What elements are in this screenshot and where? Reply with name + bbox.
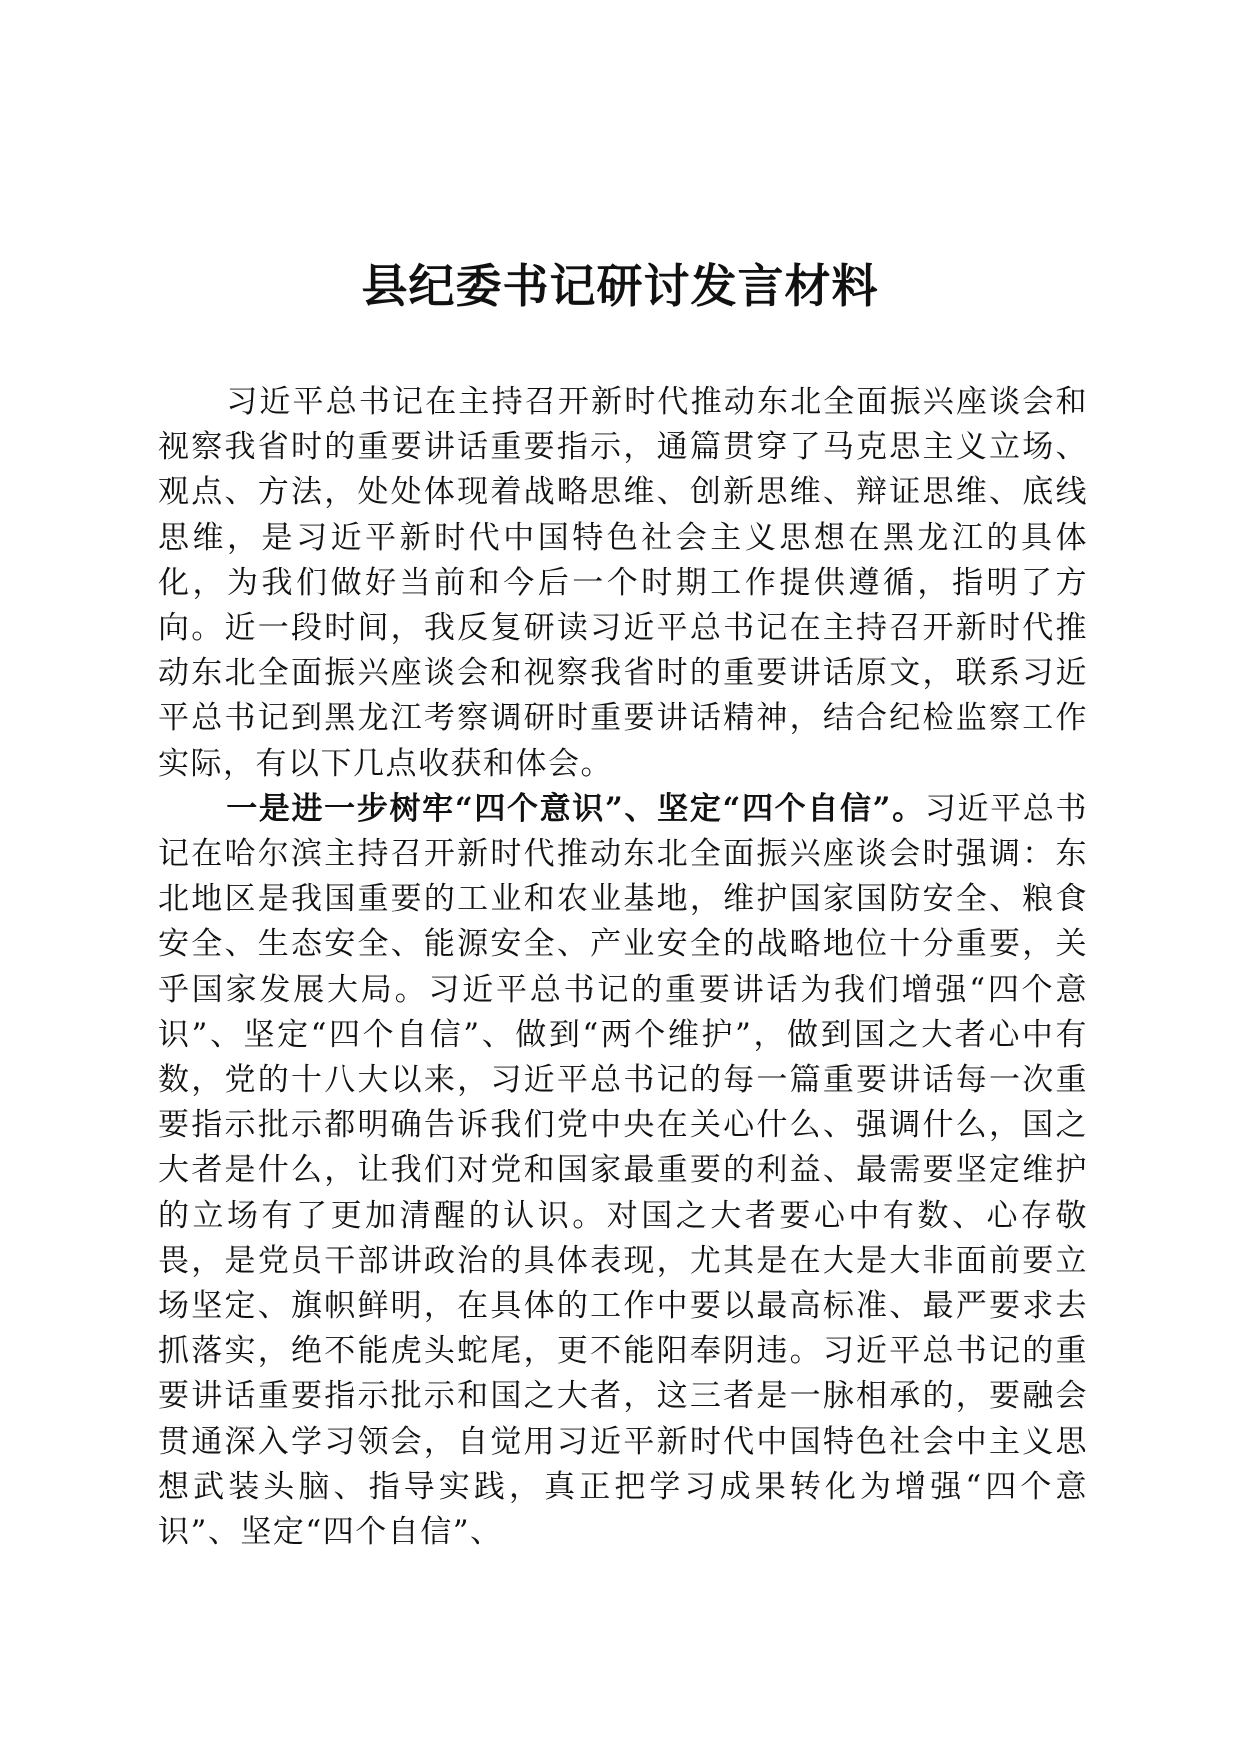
document-body [158, 380, 1088, 1555]
paragraph-intro [158, 380, 1088, 787]
document-title: 县纪委书记研讨发言材料 [361, 259, 879, 313]
paragraph-point-one-text: 习近平总书记在哈尔滨主持召开新时代推动东北全面振兴座谈会时强调：东北地区是我国重要的工业和农业基地，维护国家国防安全、粮食安全、生态安全、能源安全、产业安全的战略地位十分重要，关乎国家发展大局。习近平总书记的重要讲话为我们增强“四个意识”、坚定“四个自信”、做到“两个维护”，做到国之大者心中有数，党的十八大以来，习近平总书记的每一篇重要讲话每一次重要指示批示都明确告诉我们党中央在关心什么、强调什么，国之大者是什么，让我们对党和国家最重要的利益、最需要坚定维护的立场有了更加清醒的认识。对国之大者要心中有数、心存敬畏，是党员干部讲政治的具体表现，尤其是在大是大非面前要立场坚定、旗帜鲜明，在具体的工作中要以最高标准、最严要求去抓落实，绝不能虎头蛇尾，更不能阳奉阴违。习近平总书记的重要讲话重要指示批示和国之大者，这三者是一脉相承的，要融会贯通深入学习领会，自觉用习近平新时代中国特色社会中主义思想武装头脑、指导实践，真正把学习成果转化为增强“四个意识”、坚定“四个自信”、 [158, 790, 1089, 1551]
paragraph-point-one [158, 787, 1088, 1555]
paragraph-point-one-heading: 一是进一步树牢“四个意识”、坚定“四个自信”。 [226, 790, 925, 827]
paragraph-intro-text: 习近平总书记在主持召开新时代推动东北全面振兴座谈会和视察我省时的重要讲话重要指示，通篇贯穿了马克思主义立场、观点、方法，处处体现着战略思维、创新思维、辩证思维、底线思维，是习近平新时代中国特色社会主义思想在黑龙江的具体化，为我们做好当前和今后一个时期工作提供遵循，指明了方向。近一段时间，我反复研读习近平总书记在主持召开新时代推动东北全面振兴座谈会和视察我省时的重要讲话原文，联系习近平总书记到黑龙江考察调研时重要讲话精神，结合纪检监察工作实际，有以下几点收获和体会。 [158, 384, 1088, 782]
